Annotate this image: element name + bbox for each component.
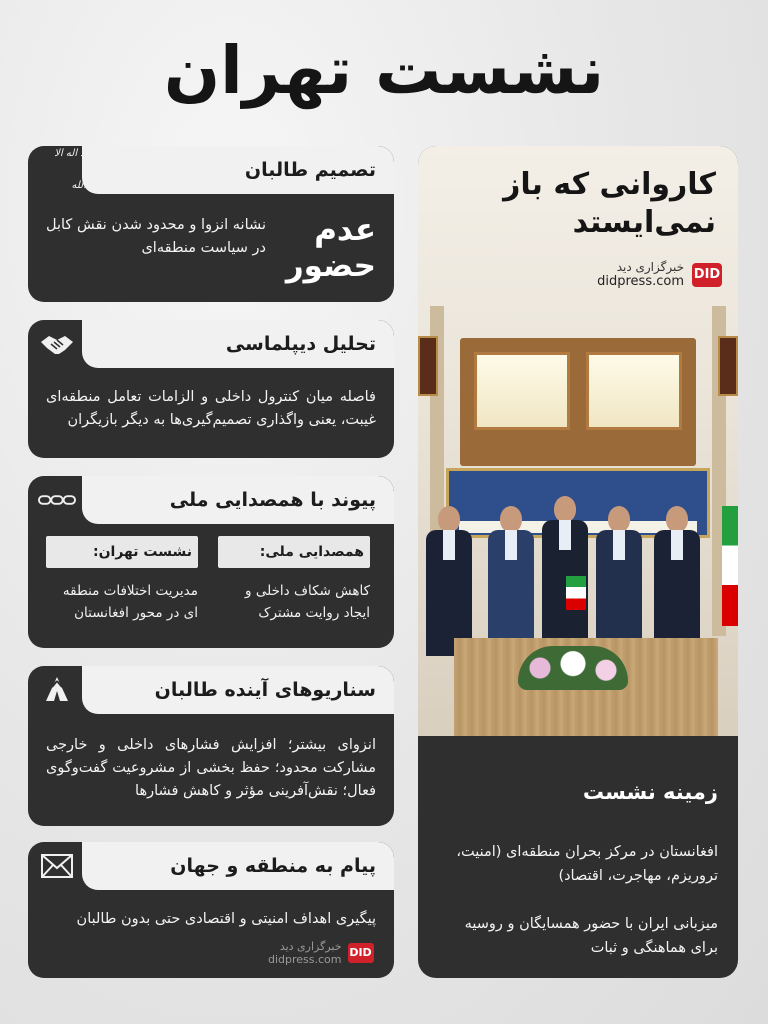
card-heading-text: سناریوهای آینده طالبان xyxy=(154,679,376,701)
column-heading: همصدایی ملی: xyxy=(218,536,370,568)
iran-flag-icon xyxy=(722,506,738,626)
road-fork-icon xyxy=(38,674,76,706)
column-text: کاهش شکاف داخلی و ایجاد روایت مشترک xyxy=(245,583,370,621)
press-logo-en: didpress.com xyxy=(597,274,684,289)
context-title: زمینه نشست xyxy=(582,780,718,804)
footer-logo-en: didpress.com xyxy=(268,953,342,966)
delegate-figure xyxy=(488,506,534,656)
press-logo-fa: خبرگزاری دید xyxy=(616,260,684,274)
right-panel xyxy=(418,146,738,978)
card-heading xyxy=(82,146,394,194)
column-tehran-meeting xyxy=(46,536,198,624)
photo-headline: کاروانی که باز نمی‌ایستد xyxy=(503,167,716,240)
card-body-text: نشانه انزوا و محدود شدن نقش کابل در سیاست منطقه‌ای xyxy=(46,217,266,256)
footer-press-logo xyxy=(268,940,374,966)
press-logo xyxy=(597,260,722,289)
card-future-scenarios xyxy=(28,666,394,826)
delegate-figure xyxy=(542,496,588,646)
context-paragraph: میزبانی ایران با حضور همسایگان و روسیه برای هماهنگی و ثبات xyxy=(464,916,718,956)
context-section xyxy=(418,756,738,978)
column-heading: نشست تهران: xyxy=(46,536,198,568)
iran-flag-icon xyxy=(566,576,586,610)
delegate-figure xyxy=(596,506,642,656)
column-national-solidarity xyxy=(218,536,370,624)
context-paragraph: افغانستان در مرکز بحران منطقه‌ای (امنیت، تروریزم، مهاجرت، اقتصاد) xyxy=(456,844,718,884)
handshake-icon xyxy=(38,328,76,360)
card-diplomacy-analysis xyxy=(28,320,394,458)
taliban-flag-icon: لا اله الا الله xyxy=(54,148,86,191)
page-title: نشست تهران xyxy=(163,32,605,109)
card-heading xyxy=(82,320,394,368)
card-heading-text: تصمیم طالبان xyxy=(244,159,376,181)
window-pane xyxy=(586,352,682,430)
card-heading-text: تحلیل دیپلماسی xyxy=(225,333,376,355)
card-heading-text: پیام به منطقه و جهان xyxy=(170,855,376,877)
absence-label: عدم حضور xyxy=(285,212,376,284)
flower-arrangement xyxy=(518,646,628,690)
footer-logo-fa: خبرگزاری دید xyxy=(279,940,342,953)
delegate-figure xyxy=(654,506,700,656)
card-heading xyxy=(82,476,394,524)
did-logo-icon: DID xyxy=(692,263,722,287)
envelope-icon xyxy=(38,850,76,882)
did-logo-icon: DID xyxy=(348,943,374,963)
card-body-text: انزوای بیشتر؛ افزایش فشارهای داخلی و خارجی مشارکت محدود؛ حفظ بخشی از مشروعیت گفت‌وگوی فعال؛ نقش‌آفرینی مؤثر و کاهش فشارها xyxy=(46,737,376,799)
card-heading-text: پیوند با همصدایی ملی xyxy=(169,489,376,511)
wall-painting xyxy=(418,336,438,396)
card-taliban-decision xyxy=(28,146,394,302)
delegate-figure xyxy=(426,506,472,656)
window-pane xyxy=(474,352,570,430)
chain-link-icon xyxy=(38,484,76,516)
card-body-text: پیگیری اهداف امنیتی و اقتصادی حتی بدون طالبان xyxy=(76,911,376,927)
card-heading xyxy=(82,666,394,714)
card-heading xyxy=(82,842,394,890)
card-body-text: فاصله میان کنترول داخلی و الزامات تعامل منطقه‌ای غیبت، یعنی واگذاری تصمیم‌گیری‌ها به دیگر بازیگران xyxy=(46,389,376,428)
column-text: مدیریت اختلافات منطقه ای در محور افغانستان xyxy=(62,583,198,621)
window-frame xyxy=(460,338,696,466)
wall-painting xyxy=(718,336,738,396)
meeting-photo xyxy=(418,146,738,736)
card-national-solidarity xyxy=(28,476,394,648)
